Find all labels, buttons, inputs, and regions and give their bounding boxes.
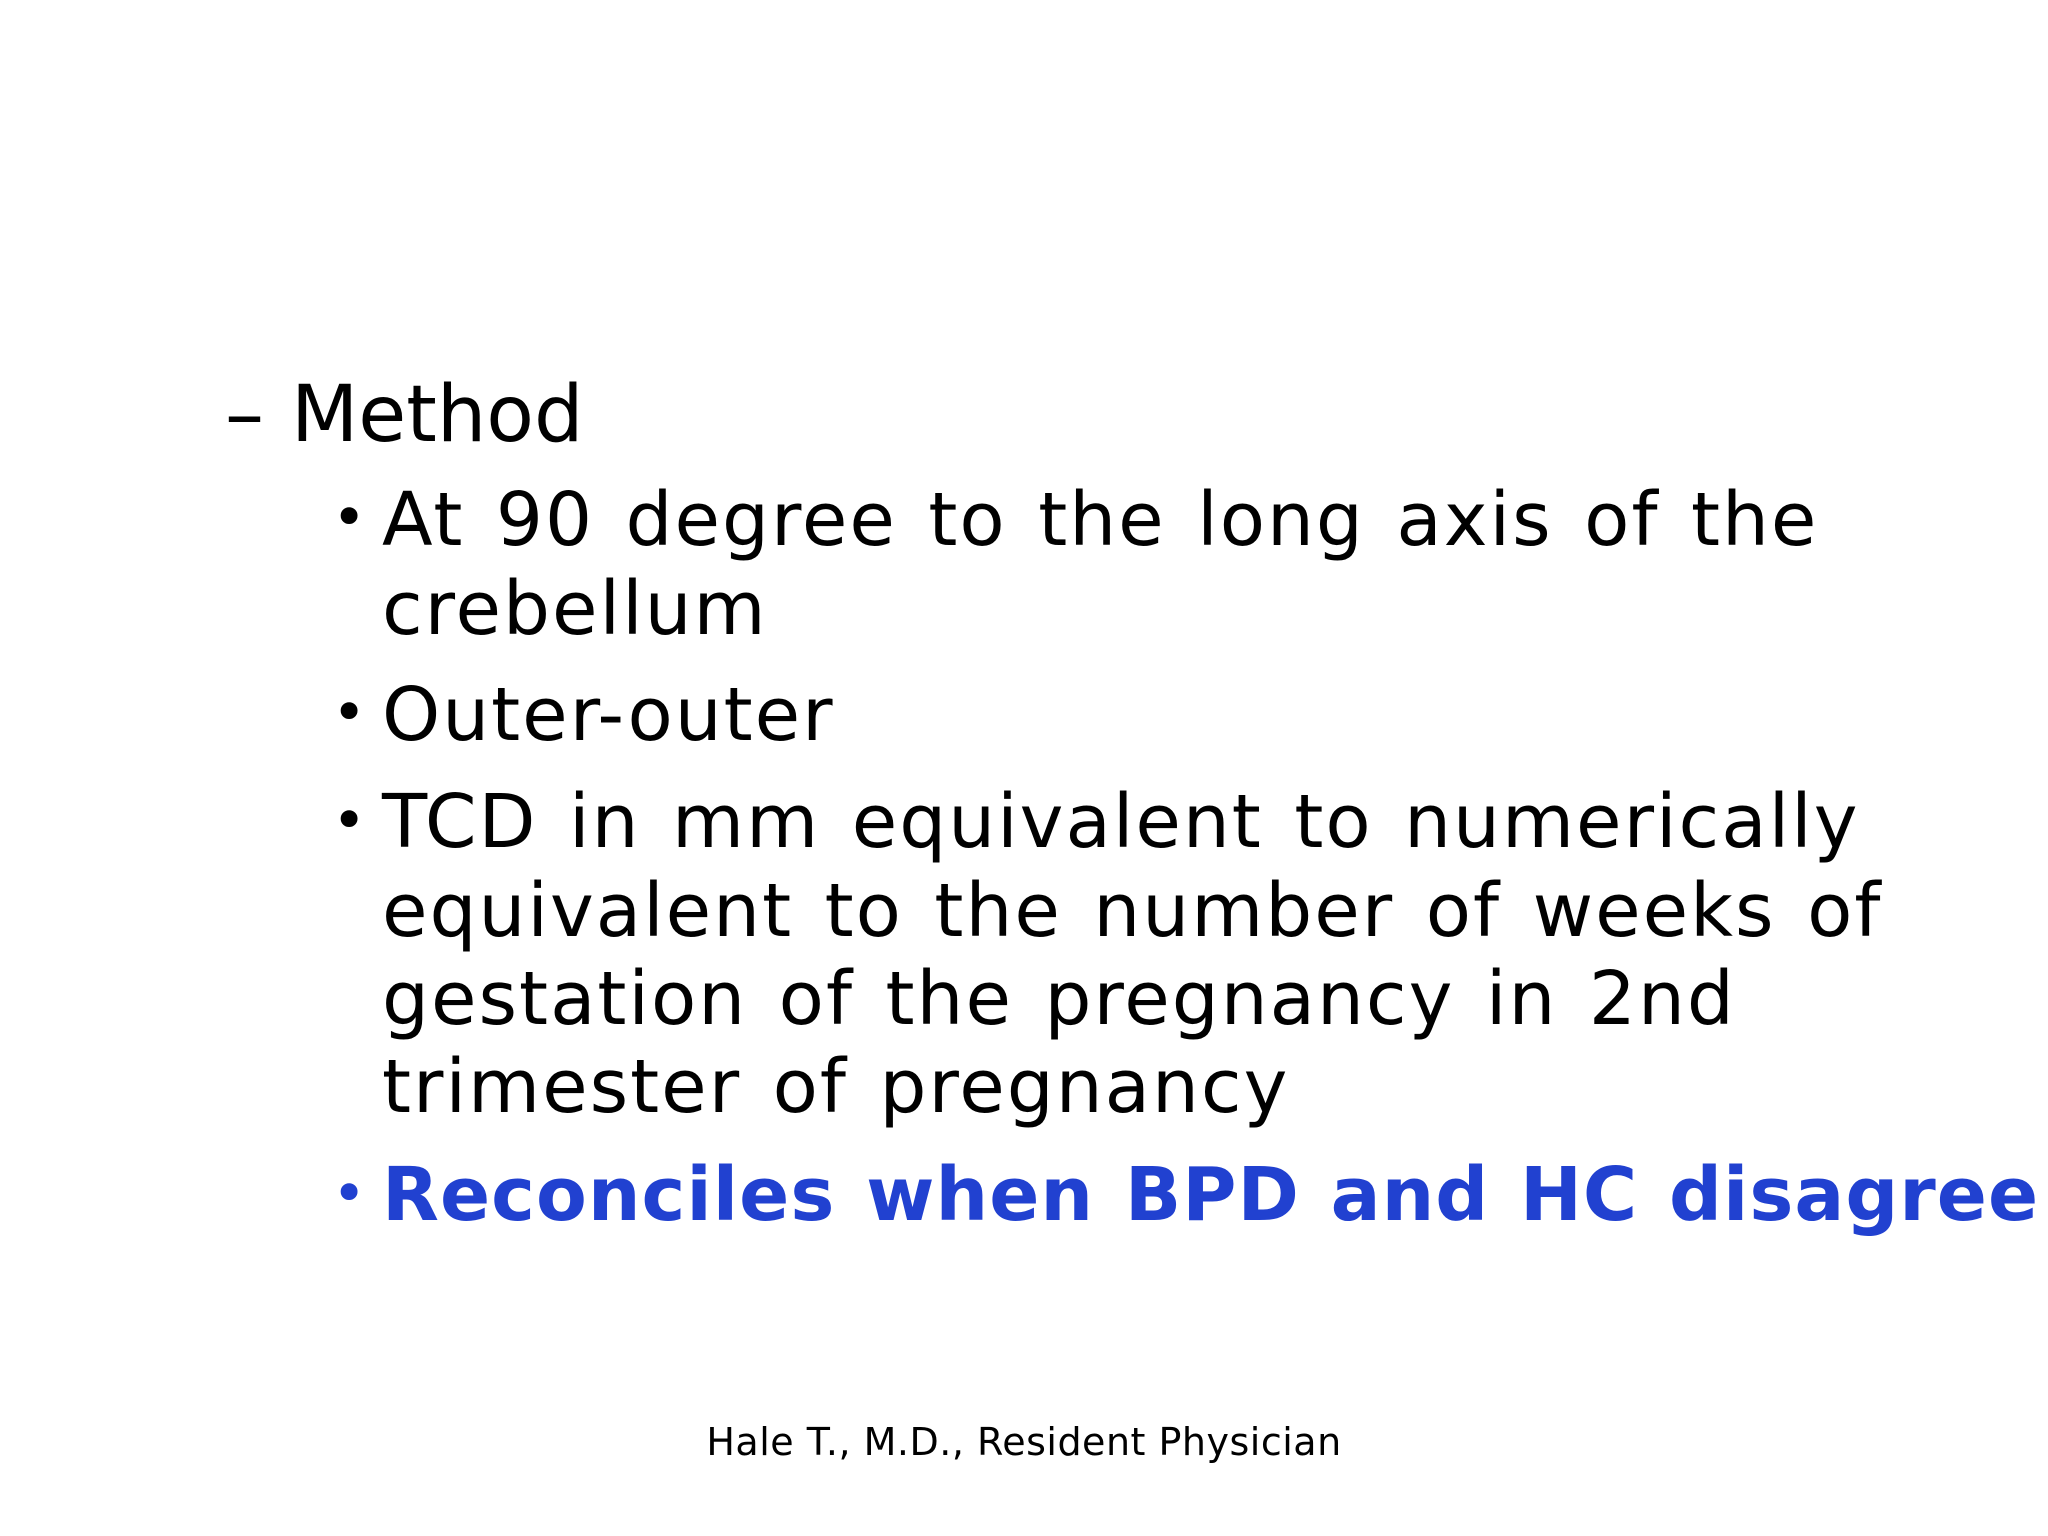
bullet-3-line-4: trimester of pregnancy <box>382 1044 1290 1130</box>
bullet-marker: • <box>332 678 367 746</box>
heading-method: Method <box>291 370 584 460</box>
bullet-1-line-2: crebellum <box>382 566 768 652</box>
bullet-3-line-3: gestation of the pregnancy in 2nd <box>382 956 1736 1042</box>
footer-author: Hale T., M.D., Resident Physician <box>706 1420 1342 1464</box>
bullet-marker: • <box>332 483 367 551</box>
bullet-marker: • <box>332 786 367 854</box>
bullet-2-line-1: Outer-outer <box>382 672 835 758</box>
dash-marker: – <box>225 370 264 460</box>
bullet-1-line-1: At 90 degree to the long axis of the <box>382 477 1819 563</box>
bullet-4-line-1: Reconciles when BPD and HC disagree <box>382 1152 2040 1238</box>
bullet-3-line-2: equivalent to the number of weeks of <box>382 868 1883 954</box>
bullet-marker-emphasis: • <box>332 1159 367 1227</box>
bullet-3-line-1: TCD in mm equivalent to numerically <box>382 779 1860 865</box>
